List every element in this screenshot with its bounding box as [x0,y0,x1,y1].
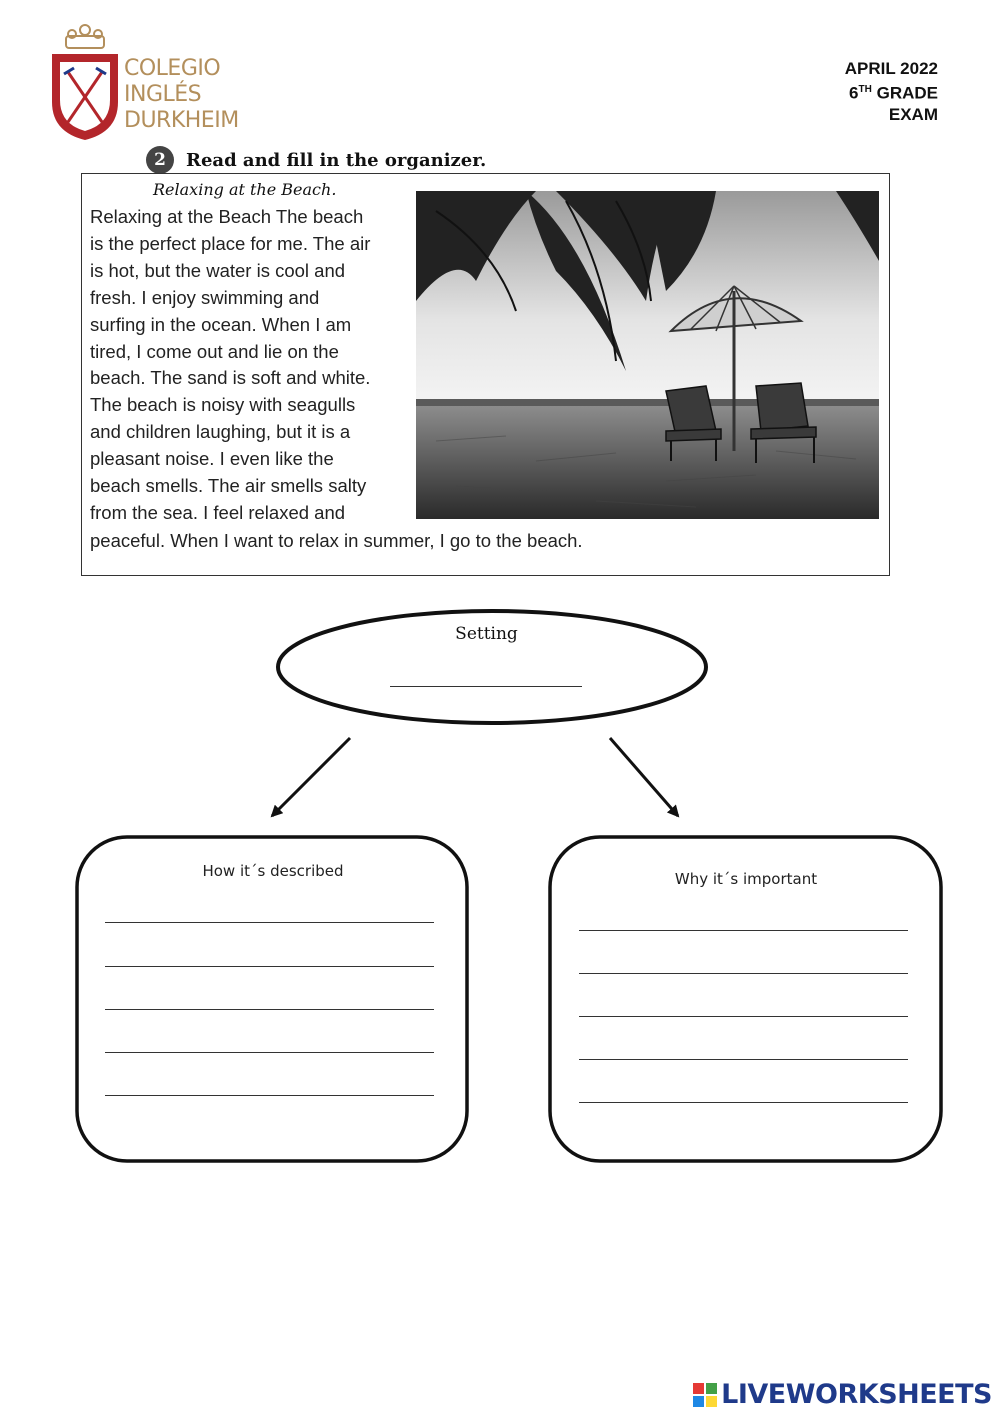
beach-photo [416,191,879,519]
passage-line: beach. The sand is soft and white. [90,367,371,389]
important-answer-line[interactable] [579,930,908,931]
school-name [124,56,264,134]
school-name-line2: INGLÉS [124,82,202,107]
described-box [77,837,467,1161]
exam-date: APRIL 2022 [844,59,938,78]
described-answer-line[interactable] [105,922,434,923]
liveworksheets-brand [693,1379,992,1410]
passage-text [90,204,410,527]
passage-line: The beach is noisy with seagulls [90,394,356,416]
arrow-left [272,738,350,816]
brand-text: LIVEWORKSHEETS [721,1379,992,1410]
passage-line: from the sea. I feel relaxed and [90,501,346,523]
school-name-line3: DURKHEIM [124,108,239,133]
important-answer-line[interactable] [579,973,908,974]
question-number: 2 [146,146,174,174]
passage-line: pleasant noise. I even like the [90,448,334,470]
instruction-text: Read and fill in the organizer. [186,149,487,171]
arrow-right [610,738,678,816]
exam-grade [845,79,938,104]
grade-number: 6 [849,83,859,103]
shield-icon [52,54,118,140]
described-answer-line[interactable] [105,966,434,967]
passage-last-line: peaceful. When I want to relax in summer, I go to the beach. [90,530,583,551]
important-label: Why it´s important [674,870,818,888]
important-answer-line[interactable] [579,1102,908,1103]
passage-line: Relaxing at the Beach The beach [90,206,364,227]
described-answer-line[interactable] [105,1009,434,1010]
liveworksheets-logo-icon [693,1383,717,1407]
passage-line: is hot, but the water is cool and [90,259,346,281]
passage-line: is the perfect place for me. The air [90,232,371,254]
grade-word: GRADE [876,83,938,103]
instruction [146,146,486,174]
described-label: How it´s described [202,862,344,880]
school-name-line1: COLEGIO [124,56,221,81]
crown-icon [66,25,104,48]
passage-line: and children laughing, but it is a [90,421,351,443]
setting-label: Setting [455,624,518,644]
important-answer-line[interactable] [579,1059,908,1060]
passage-line: tired, I come out and lie on the [90,340,339,362]
passage-line: surfing in the ocean. When I am [90,313,352,335]
passage-line: beach smells. The air smells salty [90,475,367,497]
described-answer-line[interactable] [105,1095,434,1096]
important-answer-line[interactable] [579,1016,908,1017]
grade-superscript: TH [858,84,872,95]
described-answer-line[interactable] [105,1052,434,1053]
passage-line: fresh. I enjoy swimming and [90,286,320,308]
setting-answer-line[interactable] [390,686,582,687]
passage-title: Relaxing at the Beach. [153,180,337,199]
exam-info [845,58,938,125]
exam-label: EXAM [888,104,938,124]
